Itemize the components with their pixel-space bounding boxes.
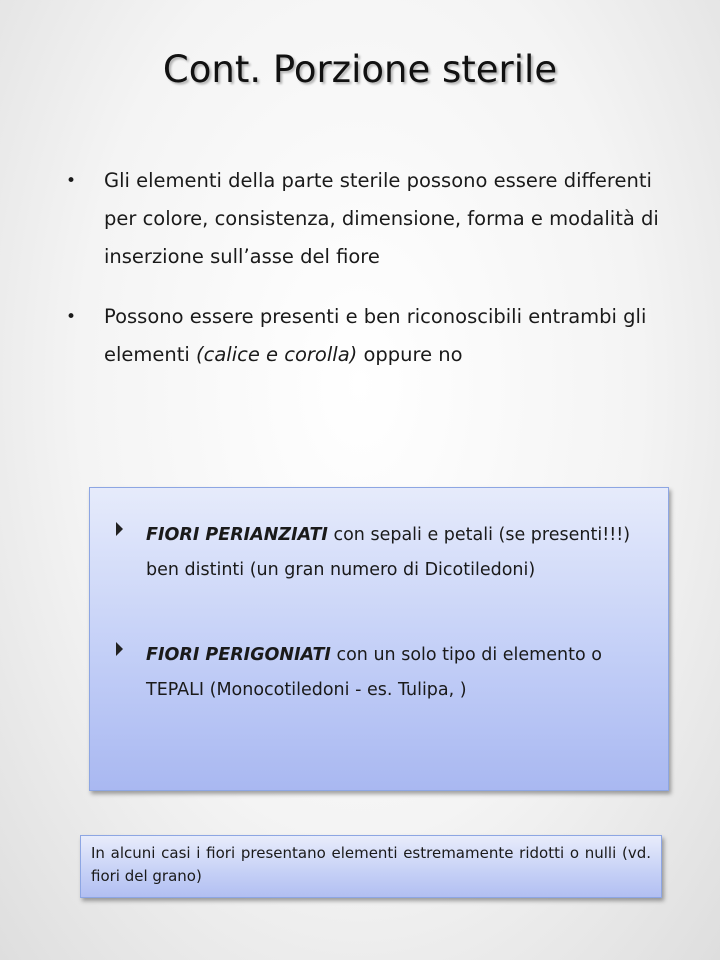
term-label: FIORI PERIGONIATI [146,645,331,665]
bullet-marker: • [66,307,77,327]
slide-title: Cont. Porzione sterile [162,48,558,91]
bullet-marker: • [66,171,77,191]
triangle-right-icon [116,642,123,656]
bullet-text-start: Possono essere presenti e ben riconoscibili entrambi gli elementi [104,305,647,366]
bullet-text: Gli elementi della parte sterile possono essere differenti per colore, consistenza, dimensione, forma e modalità di inserzione sull’asse del fiore [104,169,659,268]
bullet-text-italic: (calice e corolla) [196,343,358,366]
note-box: In alcuni casi i fiori presentano elementi estremamente ridotti o nulli (vd. fiori del grano) [80,835,662,898]
flower-types-box [89,487,669,791]
bullet-text-end: oppure no [357,343,463,366]
triangle-right-icon [116,522,123,536]
bullet-list [66,162,686,374]
bullet-item [66,162,686,276]
term-description: con sepali e petali (se presenti!!!) ben distinti (un gran numero di Dicotiledoni) [146,525,631,580]
bullet-item [66,298,686,374]
term-description: con un solo tipo di elemento o TEPALI (Monocotiledoni - es. Tulipa, ) [146,645,602,700]
box-item-perianziati [120,518,655,588]
term-label: FIORI PERIANZIATI [146,525,328,545]
box-item-perigoniati [120,638,655,708]
